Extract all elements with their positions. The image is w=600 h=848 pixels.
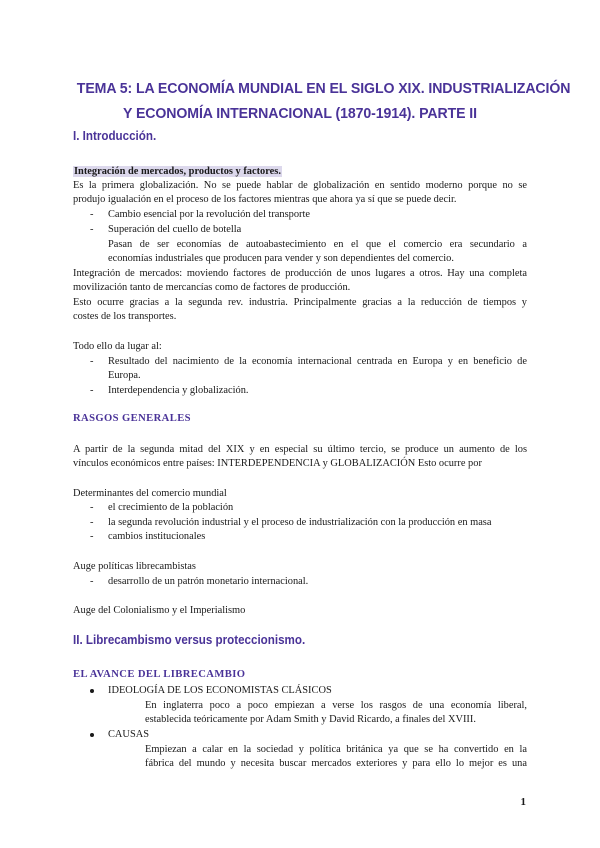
intro-p3-line2: costes de los transportes. bbox=[73, 311, 177, 322]
page-number: 1 bbox=[520, 796, 526, 808]
dash-marker: - bbox=[90, 517, 94, 528]
intro-p1-line1: Es la primera globalización. No se puede hablar de globalización en sentido moderno porque no se bbox=[73, 180, 527, 191]
intro-bullet-3-line1: Resultado del nacimiento de la economía internacional centrada en Europa y en beneficio de bbox=[108, 356, 527, 367]
intro-p2-line1: Integración de mercados: moviendo factores de producción de unos lugares a otros. Hay una completa bbox=[73, 268, 527, 279]
section-2-heading: II. Librecambismo versus proteccionismo. bbox=[73, 632, 306, 647]
bullet-dot bbox=[90, 689, 94, 693]
intro-p1-line2: produjo igualación en el proceso de los factores mientras que ahora ya sí que se puede decir. bbox=[73, 194, 457, 205]
intro-bullet-4: Interdependencia y globalización. bbox=[108, 385, 249, 396]
intro-bullet-2-detail-line1: Pasan de ser economías de autoabastecimiento en el que el comercio era secundario a bbox=[108, 239, 527, 250]
librecambio-item-1-line2: establecida teóricamente por Adam Smith y David Ricardo, a finales del XVIII. bbox=[145, 714, 476, 725]
librecambio-item-2-line2: fábrica del mundo y necesita buscar mercados exteriores y para ello lo mejor es una bbox=[145, 758, 527, 769]
librecambio-item-2-line1: Empiezan a calar en la sociedad y política británica ya que se ha convertido en la bbox=[145, 744, 527, 755]
determinantes-label: Determinantes del comercio mundial bbox=[73, 488, 227, 499]
title-line-1: TEMA 5: LA ECONOMÍA MUNDIAL EN EL SIGLO XIX. INDUSTRIALIZACIÓN bbox=[76, 80, 571, 97]
rasgos-heading: RASGOS GENERALES bbox=[73, 413, 191, 424]
dash-marker: - bbox=[90, 224, 94, 235]
auge-librecambistas-item: desarrollo de un patrón monetario internacional. bbox=[108, 576, 309, 587]
section-1-subheading: Integración de mercados, productos y factores. bbox=[74, 166, 281, 177]
auge-colonialismo: Auge del Colonialismo y el Imperialismo bbox=[73, 605, 246, 616]
title-line-2: Y ECONOMÍA INTERNACIONAL (1870-1914). PARTE II bbox=[123, 105, 477, 122]
bullet-dot bbox=[90, 733, 94, 737]
intro-bullet-2-detail-line2: economías industriales que producen para vender y son dependientes del comercio. bbox=[108, 253, 454, 264]
intro-p3-line1: Esto ocurre gracias a la segunda rev. industria. Principalmente gracias a la reducción de tiempos y bbox=[73, 297, 527, 308]
dash-marker: - bbox=[90, 531, 94, 542]
librecambio-item-1-line1: En inglaterra poco a poco empiezan a verse los rasgos de una economía liberal, bbox=[145, 700, 527, 711]
intro-bullet-2: Superación del cuello de botella bbox=[108, 224, 242, 235]
intro-p4: Todo ello da lugar al: bbox=[73, 341, 162, 352]
librecambio-item-1: IDEOLOGÍA DE LOS ECONOMISTAS CLÁSICOS bbox=[108, 685, 332, 696]
determinante-3: cambios institucionales bbox=[108, 531, 206, 542]
intro-bullet-1: Cambio esencial por la revolución del transporte bbox=[108, 209, 310, 220]
determinante-1: el crecimiento de la población bbox=[108, 502, 234, 513]
intro-p2-line2: movilización tanto de mercancías como de factores de producción. bbox=[73, 282, 351, 293]
document-title bbox=[76, 76, 571, 126]
rasgos-p1-line2: vínculos económicos entre países: INTERDEPENDENCIA y GLOBALIZACIÓN Esto ocurre por bbox=[73, 458, 482, 469]
rasgos-p1-line1: A partir de la segunda mitad del XIX y en especial su último tercio, se produce un aumento de los bbox=[73, 444, 527, 455]
dash-marker: - bbox=[90, 356, 94, 367]
dash-marker: - bbox=[90, 576, 94, 587]
intro-bullet-3-line2: Europa. bbox=[108, 370, 141, 381]
section-2-subheading: EL AVANCE DEL LIBRECAMBIO bbox=[73, 669, 246, 680]
librecambio-item-2: CAUSAS bbox=[108, 729, 149, 740]
determinante-2: la segunda revolución industrial y el proceso de industrialización con la producción en masa bbox=[108, 517, 492, 528]
section-1-heading: I. Introducción. bbox=[73, 128, 157, 143]
dash-marker: - bbox=[90, 209, 94, 220]
dash-marker: - bbox=[90, 502, 94, 513]
auge-librecambistas: Auge políticas librecambistas bbox=[73, 561, 196, 572]
dash-marker: - bbox=[90, 385, 94, 396]
